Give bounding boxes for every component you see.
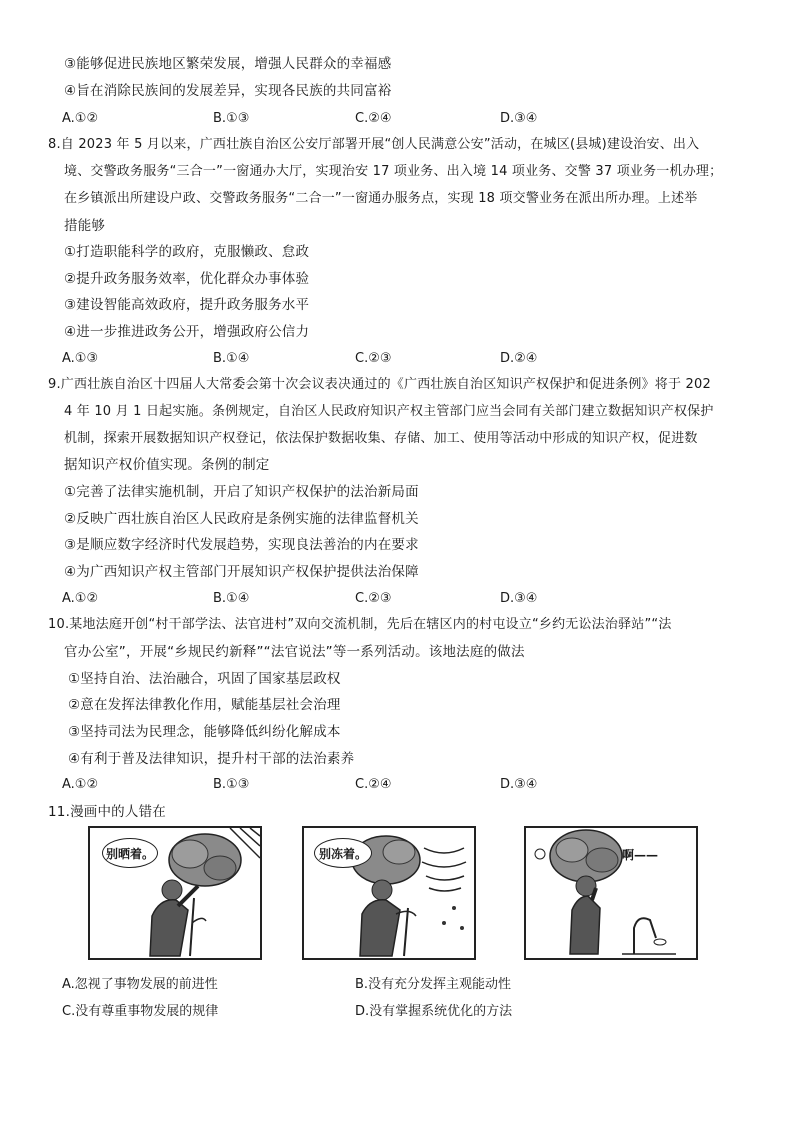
q10-option-d: D.③④ <box>500 777 538 792</box>
exclamation-text: 啊—— <box>622 848 659 862</box>
q9-option-b: B.①④ <box>213 591 250 606</box>
q10-stem-line-2: 官办公室”，开展“乡规民约新释”“法官说法”等一系列活动。该地法庭的做法 <box>64 644 525 660</box>
q9-stem-line-3: 机制，探索开展数据知识产权登记，依法保护数据收集、存储、加工、使用等活动中形成的知识产权，促进数 <box>64 431 698 446</box>
q8-option-c: C.②③ <box>355 351 392 366</box>
q8-option-a: A.①③ <box>62 351 99 366</box>
q8-stem-line-4: 措能够 <box>64 218 106 234</box>
q9-option-a: A.①② <box>62 591 99 606</box>
q9-option-c: C.②③ <box>355 591 392 606</box>
speech-bubble-2: 别冻着。 <box>314 838 372 868</box>
q11-option-c: C.没有尊重事物发展的规律 <box>62 1004 219 1019</box>
q8-stem-line-2: 境、交警政务服务“三合一”一窗通办大厅，实现治安 17 项业务、出入境 14 项业务、交警 37 项业务一机办理； <box>64 164 723 179</box>
q9-option-d: D.③④ <box>500 591 538 606</box>
q10-item-1: ①坚持自治、法治融合，巩固了国家基层政权 <box>68 671 341 687</box>
q8-stem-line-3: 在乡镇派出所建设户政、交警政务服务“二合一”一窗通办服务点，实现 18 项交警业务在派出所办理。上述举 <box>64 191 698 206</box>
q8-item-1: ①打造职能科学的政府，克服懒政、怠政 <box>64 244 310 260</box>
q11-option-b: B.没有充分发挥主观能动性 <box>355 977 512 992</box>
q9-stem-line-4: 据知识产权价值实现。条例的制定 <box>64 457 270 473</box>
q10-option-a: A.①② <box>62 777 99 792</box>
speech-bubble-1: 别晒着。 <box>102 838 158 868</box>
q9-stem-line-1: 9.广西壮族自治区十四届人大常委会第十次会议表决通过的《广西壮族自治区知识产权保护和促进条例》将于 202 <box>48 377 711 392</box>
q8-item-2: ②提升政务服务效率，优化群众办事体验 <box>64 271 310 287</box>
q9-item-3: ③是顺应数字经济时代发展趋势，实现良法善治的内在要求 <box>64 537 419 553</box>
q7-option-a: A.①② <box>62 111 99 126</box>
q10-option-c: C.②④ <box>355 777 392 792</box>
q7-option-c: C.②④ <box>355 111 392 126</box>
q9-stem-line-2: 4 年 10 月 1 日起实施。条例规定，自治区人民政府知识产权主管部门应当会同有关部门建立数据知识产权保护 <box>64 404 714 419</box>
q7-option-b: B.①③ <box>213 111 250 126</box>
cartoon-panel-3 <box>524 826 698 960</box>
q11-option-a: A.忽视了事物发展的前进性 <box>62 977 218 992</box>
cartoon-panel-2 <box>302 826 476 960</box>
q11-option-d: D.没有掌握系统优化的方法 <box>355 1004 513 1019</box>
q8-option-d: D.②④ <box>500 351 538 366</box>
q7-option-d: D.③④ <box>500 111 538 126</box>
q7-item-3: ③能够促进民族地区繁荣发展，增强人民群众的幸福感 <box>64 56 392 72</box>
q9-item-2: ②反映广西壮族自治区人民政府是条例实施的法律监督机关 <box>64 511 419 527</box>
q11-stem: 11.漫画中的人错在 <box>48 804 166 820</box>
cartoon-panel-1 <box>88 826 262 960</box>
q10-item-2: ②意在发挥法律教化作用，赋能基层社会治理 <box>68 697 341 713</box>
q10-item-3: ③坚持司法为民理念，能够降低纠纷化解成本 <box>68 724 341 740</box>
q9-item-1: ①完善了法律实施机制，开启了知识产权保护的法治新局面 <box>64 484 419 500</box>
q8-option-b: B.①④ <box>213 351 250 366</box>
q9-item-4: ④为广西知识产权主管部门开展知识产权保护提供法治保障 <box>64 564 419 580</box>
q7-item-4: ④旨在消除民族间的发展差异，实现各民族的共同富裕 <box>64 83 392 99</box>
q10-stem-line-1: 10.某地法庭开创“村干部学法、法官进村”双向交流机制，先后在辖区内的村屯设立“乡约无讼法治驿站”“法 <box>48 617 672 632</box>
q8-item-4: ④进一步推进政务公开，增强政府公信力 <box>64 324 310 340</box>
q10-item-4: ④有利于普及法律知识，提升村干部的法治素养 <box>68 751 355 767</box>
q10-option-b: B.①③ <box>213 777 250 792</box>
cartoon-figure-3 <box>526 828 696 958</box>
q8-item-3: ③建设智能高效政府，提升政务服务水平 <box>64 297 310 313</box>
q8-stem-line-1: 8.自 2023 年 5 月以来，广西壮族自治区公安厅部署开展“创人民满意公安”活动，在城区(县城)建设治安、出入 <box>48 137 700 152</box>
